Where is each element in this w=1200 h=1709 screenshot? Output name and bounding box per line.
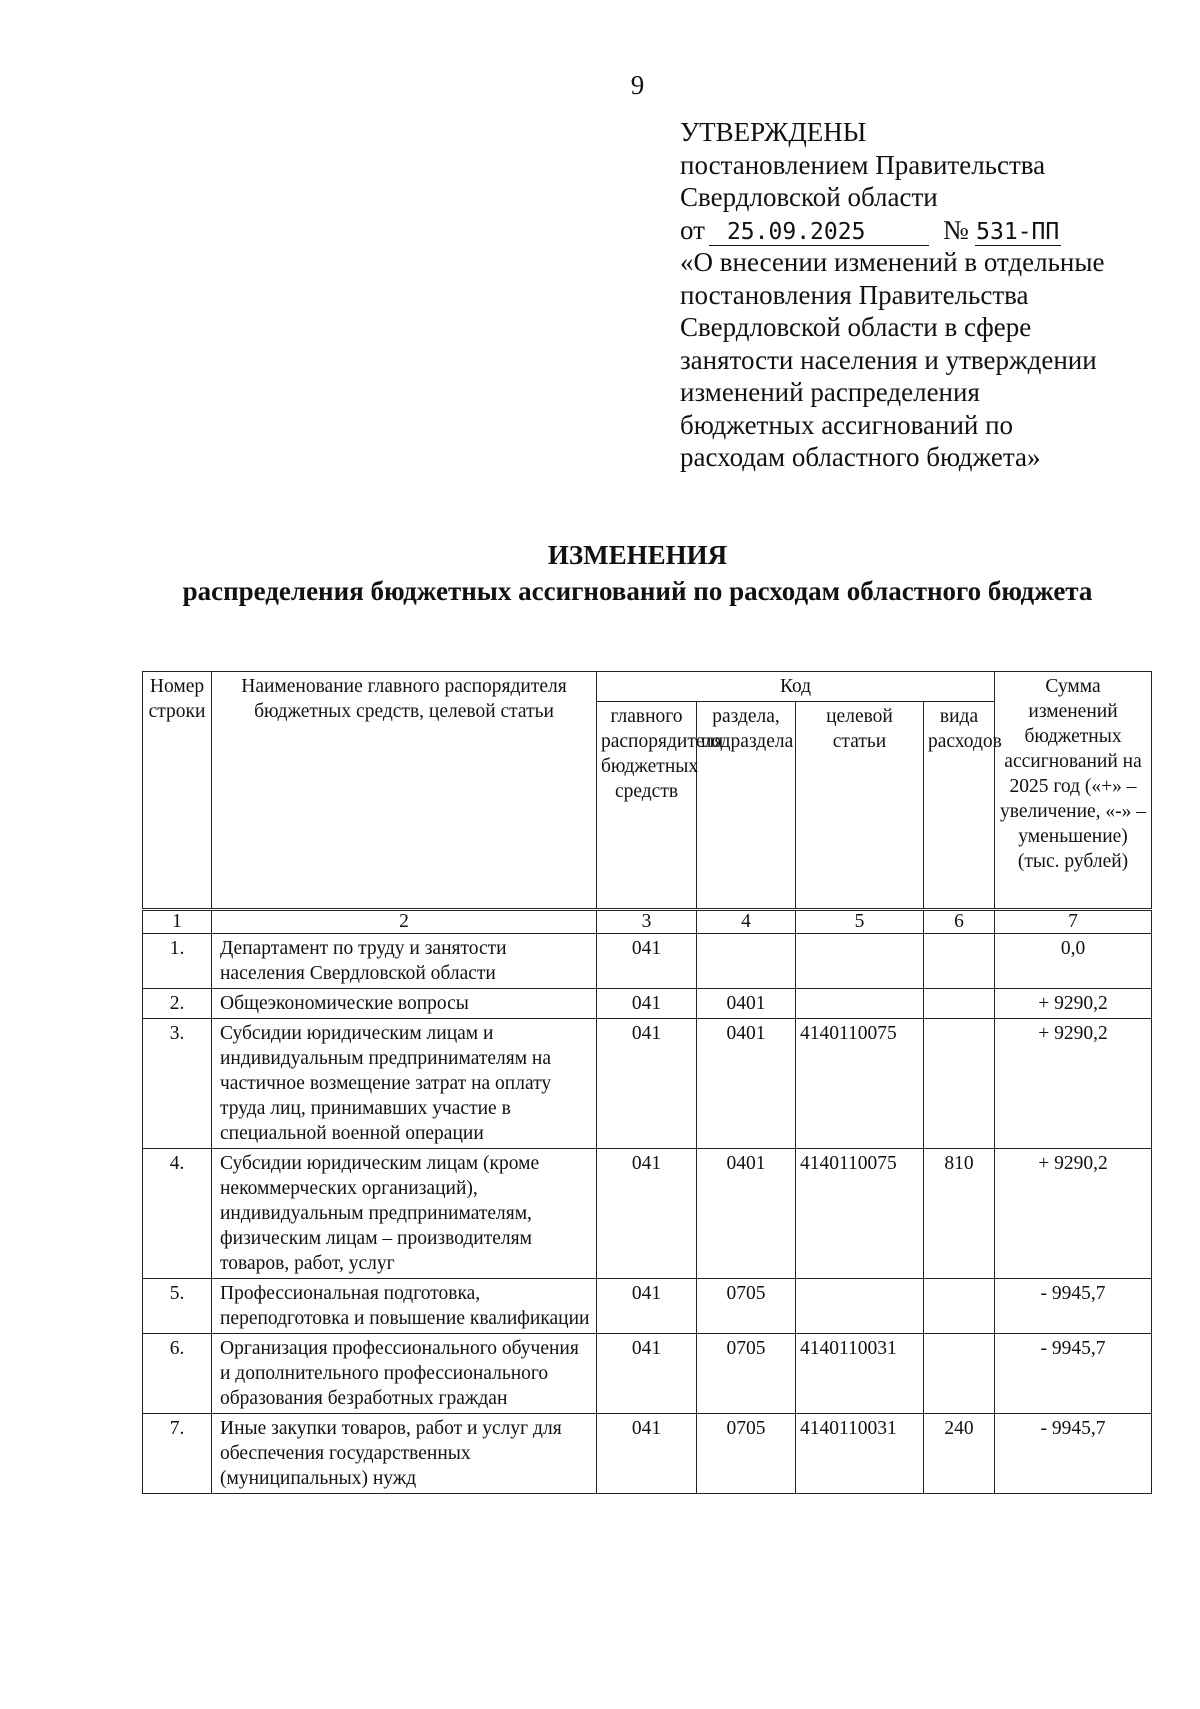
row-expense-code	[924, 989, 995, 1019]
column-number: 3	[597, 910, 697, 934]
decree-title-line: занятости населения и утверждении	[680, 344, 1097, 375]
budget-changes-table	[142, 671, 1152, 1494]
row-sum: - 9945,7	[995, 1414, 1152, 1494]
column-number: 2	[212, 910, 597, 934]
column-number: 1	[143, 910, 212, 934]
number-sign: №	[942, 214, 969, 245]
document-subtitle: распределения бюджетных ассигнований по расходам областного бюджета	[182, 576, 1093, 606]
approval-block	[680, 116, 1150, 474]
row-manager-code: 041	[597, 1149, 697, 1279]
column-number-row	[143, 910, 1152, 934]
row-section-code: 0401	[697, 989, 796, 1019]
row-name: Субсидии юридическим лицам (кроме некоммерческих организаций), индивидуальным предпринимателям, физическим лицам – производителям товаров, работ, услуг	[212, 1149, 597, 1279]
table-row	[143, 1334, 1152, 1414]
date-prefix: от	[680, 214, 705, 245]
row-section-code: 0401	[697, 1149, 796, 1279]
row-manager-code: 041	[597, 989, 697, 1019]
row-manager-code: 041	[597, 1414, 697, 1494]
row-number: 5.	[143, 1279, 212, 1334]
row-expense-code: 240	[924, 1414, 995, 1494]
row-name: Иные закупки товаров, работ и услуг для обеспечения государственных (муниципальных) нужд	[212, 1414, 597, 1494]
row-target-code: 4140110031	[796, 1334, 924, 1414]
decree-title-line: «О внесении изменений в отдельные	[680, 247, 1105, 277]
row-number: 2.	[143, 989, 212, 1019]
row-name: Профессиональная подготовка, переподготовка и повышение квалификации	[212, 1279, 597, 1334]
row-sum: + 9290,2	[995, 989, 1152, 1019]
header-code-target: целевой статьи	[796, 702, 924, 910]
table-row	[143, 1279, 1152, 1334]
decree-number: 531-ПП	[976, 219, 1060, 245]
table-row	[143, 1414, 1152, 1494]
row-sum: + 9290,2	[995, 1149, 1152, 1279]
header-name: Наименование главного распорядителя бюджетных средств, целевой статьи	[212, 672, 597, 910]
row-section-code: 0705	[697, 1414, 796, 1494]
table-header-row	[143, 672, 1152, 702]
row-target-code	[796, 1279, 924, 1334]
decree-title-line: изменений распределения	[680, 377, 980, 407]
row-number: 6.	[143, 1334, 212, 1414]
row-manager-code: 041	[597, 1334, 697, 1414]
row-expense-code	[924, 934, 995, 989]
row-number: 4.	[143, 1149, 212, 1279]
row-expense-code	[924, 1334, 995, 1414]
row-expense-code	[924, 1019, 995, 1149]
approval-line-2: Свердловской области	[680, 182, 938, 212]
row-target-code	[796, 989, 924, 1019]
row-target-code: 4140110075	[796, 1149, 924, 1279]
decree-date: 25.09.2025	[709, 219, 929, 246]
table-row	[143, 1019, 1152, 1149]
column-number: 6	[924, 910, 995, 934]
row-sum: 0,0	[995, 934, 1152, 989]
row-expense-code: 810	[924, 1149, 995, 1279]
row-section-code	[697, 934, 796, 989]
header-code-manager: главного распорядителя бюджетных средств	[597, 702, 697, 910]
row-manager-code: 041	[597, 1279, 697, 1334]
row-sum: + 9290,2	[995, 1019, 1152, 1149]
page-number: 9	[630, 70, 645, 100]
row-section-code: 0705	[697, 1334, 796, 1414]
table-row	[143, 989, 1152, 1019]
document-title: ИЗМЕНЕНИЯ	[547, 540, 728, 570]
decree-title-line: расходам областного бюджета»	[680, 442, 1041, 472]
row-name: Департамент по труду и занятости населения Свердловской области	[212, 934, 597, 989]
column-number: 7	[995, 910, 1152, 934]
approval-heading: УТВЕРЖДЕНЫ	[680, 117, 867, 147]
decree-title-line: постановления Правительства	[680, 279, 1029, 310]
header-row-number: Номер строки	[143, 672, 212, 910]
row-number: 7.	[143, 1414, 212, 1494]
header-code-section: раздела, подраздела	[697, 702, 796, 910]
decree-title-line: Свердловской области в сфере	[680, 312, 1032, 342]
approval-line-1: постановлением Правительства	[680, 149, 1046, 180]
decree-title-line: бюджетных ассигнований по	[680, 409, 1014, 440]
row-sum: - 9945,7	[995, 1279, 1152, 1334]
row-target-code	[796, 934, 924, 989]
header-code-group: Код	[597, 672, 995, 702]
row-target-code: 4140110031	[796, 1414, 924, 1494]
row-section-code: 0705	[697, 1279, 796, 1334]
row-sum: - 9945,7	[995, 1334, 1152, 1414]
row-name: Организация профессионального обучения и дополнительного профессионального образования безработных граждан	[212, 1334, 597, 1414]
row-manager-code: 041	[597, 934, 697, 989]
column-number: 4	[697, 910, 796, 934]
row-number: 3.	[143, 1019, 212, 1149]
row-section-code: 0401	[697, 1019, 796, 1149]
column-number: 5	[796, 910, 924, 934]
row-target-code: 4140110075	[796, 1019, 924, 1149]
table-row	[143, 1149, 1152, 1279]
table-row	[143, 934, 1152, 989]
row-number: 1.	[143, 934, 212, 989]
row-name: Общеэкономические вопросы	[212, 989, 597, 1019]
header-code-expense: вида расходов	[924, 702, 995, 910]
row-name: Субсидии юридическим лицам и индивидуальным предпринимателям на частичное возмещение затрат на оплату труда лиц, принимавших участие в специальной военной операции	[212, 1019, 597, 1149]
header-sum: Сумма изменений бюджетных ассигнований на 2025 год («+» – увеличение, «-» – уменьшение) (тыс. рублей)	[995, 672, 1152, 910]
decree-date-number	[680, 214, 1150, 247]
row-expense-code	[924, 1279, 995, 1334]
row-manager-code: 041	[597, 1019, 697, 1149]
